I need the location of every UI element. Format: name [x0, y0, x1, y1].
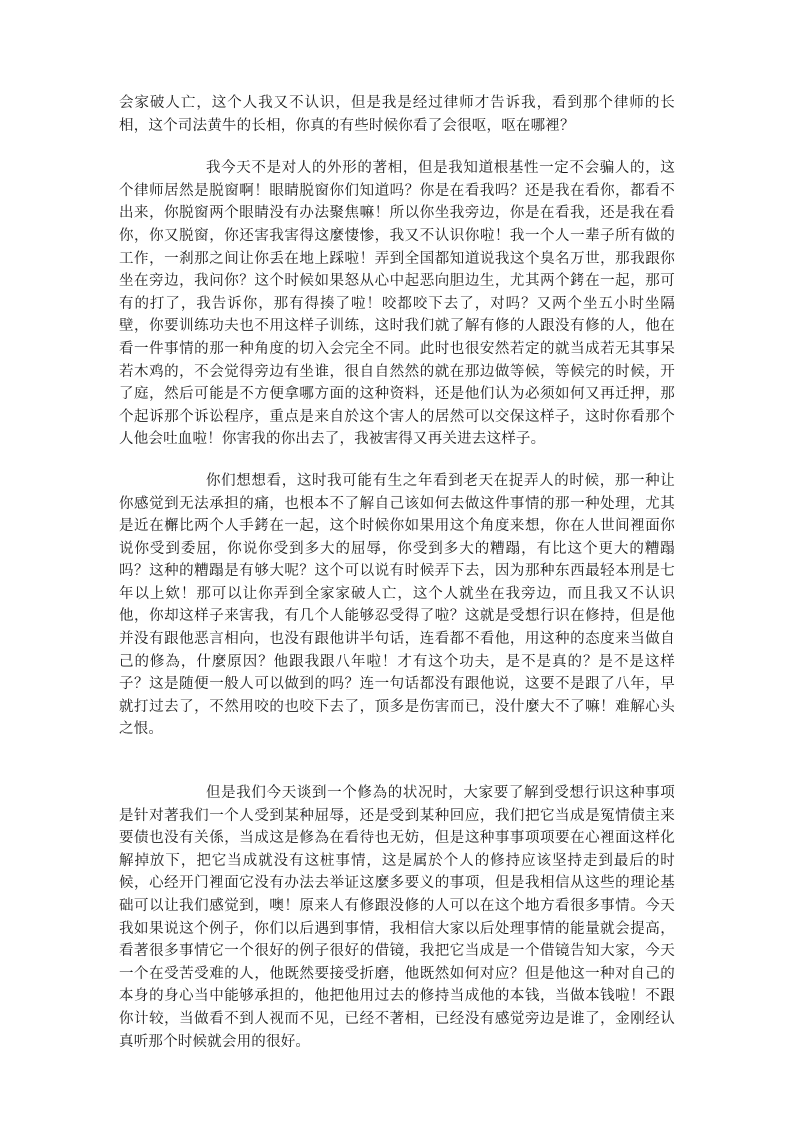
document-page — [119, 92, 675, 1053]
paragraph-4: 但是我们今天谈到一个修為的状况时，大家要了解到受想行识这种事项是针对著我们一个人受到某种屈辱，还是受到某种回应，我们把它当成是冤情债主来要债也没有关係，当成这是修為在看待也无妨，但是这种事事项项要在心裡面这样化解掉放下，把它当成就没有这桩事情，这是属於个人的修持应该坚持走到最后的时候，心经开门裡面它没有办法去举证这麼多要义的事项，但是我相信从这些的理论基础可以让我们感觉到，噢！原来人有修跟没修的人可以在这个地方看很多事情。今天我如果说这个例子，你们以后遇到事情，我相信大家以后处理事情的能量就会提高，看著很多事情它一个很好的例子很好的借镜，我把它当成是一个借镜告知大家，今天一个在受苦受难的人，他既然要接受折磨，他既然如何对应？但是他这一种对自己的本身的身心当中能够承担的，他把他用过去的修持当成他的本钱，当做本钱啦！不跟你计较，当做看不到人视而不见，已经不著相，已经没有感觉旁边是谁了，金刚经认真听那个时候就会用的很好。 — [119, 785, 675, 1050]
paragraph-3: 你们想想看，这时我可能有生之年看到老天在捉弄人的时候，那一种让你感觉到无法承担的痛，也根本不了解自己该如何去做这件事情的那一种处理，尤其是近在檞比两个人手銬在一起，这个时候你如果用这个角度来想，你在人世间裡面你说你受到委屈，你说你受到多大的屈辱，你受到多大的糟蹋，有比这个更大的糟蹋吗？这种的糟蹋是有够大呢？这个可以说有时候弄下去，因为那种东西最轻本刑是七年以上欸！那可以让你弄到全家家破人亡，这个人就坐在我旁边，而且我又不认识他，你却这样子来害我，有几个人能够忍受得了啦？这就是受想行识在修持，但是他并没有跟他恶言相向，也没有跟他讲半句话，连看都不看他，用这种的态度来当做自己的修為，什麼原因？他跟我跟八年啦！才有这个功夫，是不是真的？是不是这样子？这是随便一般人可以做到的吗？连一句话都没有跟他说，这要不是跟了八年，早就打过去了，不然用咬的也咬下去了，顶多是伤害而已，没什麼大不了嘛！难解心头之恨。 — [119, 472, 675, 738]
paragraph-1: 会家破人亡，这个人我又不认识，但是我是经过律师才告诉我，看到那个律师的长相，这个司法黄牛的长相，你真的有些时候你看了会很呕，呕在哪裡？ — [119, 95, 675, 134]
paragraph-2: 我今天不是对人的外形的著相，但是我知道根基性一定不会骗人的，这个律师居然是脱窗啊！眼睛脱窗你们知道吗？你是在看我吗？还是我在看你，都看不出来，你脱窗两个眼睛没有办法聚焦嘛！所以你坐我旁边，你是在看我，还是我在看你，你又脱窗，你还害我害得这麼悽惨，我又不认识你啦！我一个人一辈子所有做的工作，一刹那之间让你丢在地上踩啦！弄到全国都知道说我这个臭名万世，那我跟你坐在旁边，我问你？这个时候如果怒从心中起恶向胆边生，尤其两个銬在一起，那可有的打了，我告诉你，那有得揍了啦！咬都咬下去了，对吗？又两个坐五小时坐隔壁，你要训练功夫也不用这样子训练，这时我们就了解有修的人跟没有修的人，他在看一件事情的那一种角度的切入会完全不同。此时也很安然若定的就当成若无其事呆若木鸡的，不会觉得旁边有坐谁，很自自然然的就在那边做等候，等候完的时候，开了庭，然后可能是不方便拿哪方面的这种资料，还是他们认为必须如何又再迁押，那个起诉那个诉讼程序，重点是来自於这个害人的居然可以交保这样子，这时你看那个人他会吐血啦！你害我的你出去了，我被害得又再关进去这样子。 — [119, 160, 675, 448]
